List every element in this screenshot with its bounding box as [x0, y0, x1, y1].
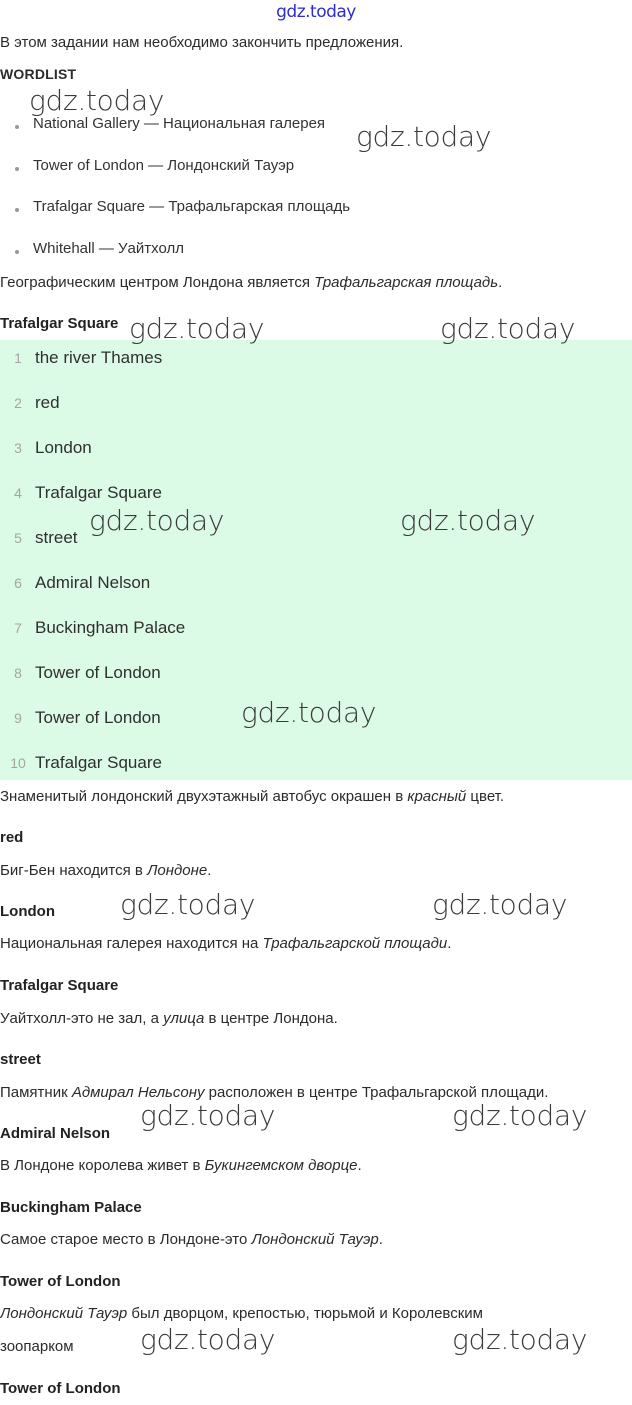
- answer-number: 9: [14, 710, 22, 726]
- watermark: gdz.today: [440, 312, 576, 345]
- question-2: [0, 862, 211, 879]
- watermark: gdz.today: [140, 1323, 276, 1356]
- answer-text: Admiral Nelson: [35, 573, 151, 592]
- answer-3: Trafalgar Square: [0, 977, 119, 994]
- answer-6: Buckingham Palace: [0, 1199, 142, 1216]
- answer-number: 5: [14, 530, 22, 546]
- question-text: В Лондоне королева живет в: [0, 1157, 205, 1174]
- watermark: gdz.today: [356, 120, 492, 153]
- question-text: Знаменитый лондонский двухэтажный автобус окрашен в: [0, 788, 408, 805]
- answer-2: London: [0, 903, 55, 920]
- answer-text: Tower of London: [35, 663, 161, 682]
- answer-number: 6: [14, 575, 22, 591]
- answer-number: 4: [14, 485, 22, 501]
- question-text: Национальная галерея находится на: [0, 935, 263, 952]
- answer-7: Tower of London: [0, 1273, 121, 1290]
- answer-text: Tower of London: [35, 708, 161, 727]
- wordlist-item: Tower of London — Лондонский Тауэр: [14, 157, 350, 199]
- question-highlight: Лондонский Тауэр: [0, 1305, 128, 1322]
- question-0: [0, 274, 502, 291]
- question-text-end: цвет.: [466, 788, 505, 805]
- question-text-end: .: [357, 1157, 362, 1174]
- answer-1: red: [0, 829, 24, 846]
- answer-number: 2: [14, 395, 22, 411]
- question-text-end: .: [207, 862, 212, 879]
- answer-text: red: [35, 393, 60, 412]
- question-7: [0, 1231, 383, 1248]
- question-highlight: Лондоне: [147, 862, 208, 879]
- question-1: [0, 788, 504, 805]
- answer-number: 10: [10, 755, 26, 771]
- watermark: gdz.today: [400, 504, 536, 537]
- answer-number: 7: [14, 620, 22, 636]
- watermark: gdz.today: [140, 1099, 276, 1132]
- question-highlight: Адмирал Нельсону: [71, 1084, 205, 1101]
- watermark: gdz.today: [120, 888, 256, 921]
- question-text-end: .: [378, 1231, 383, 1248]
- answer-number: 1: [14, 350, 22, 366]
- wordlist-item: Whitehall — Уайтхолл: [14, 240, 350, 282]
- answer-text: Trafalgar Square: [35, 753, 162, 772]
- wordlist-item: Trafalgar Square — Трафальгарская площадь: [14, 198, 350, 240]
- question-text: Географическим центром Лондона является: [0, 274, 315, 291]
- question-3: [0, 935, 451, 952]
- question-highlight: Лондонский Тауэр: [251, 1231, 379, 1248]
- question-text-end: .: [498, 274, 503, 291]
- wordlist-item: National Gallery — Национальная галерея: [14, 115, 350, 157]
- answer-0: Trafalgar Square: [0, 315, 119, 332]
- question-text: Самое старое место в Лондоне-это: [0, 1231, 252, 1248]
- question-text-end: в центре Лондона.: [204, 1010, 338, 1027]
- question-highlight: Трафальгарской площади: [262, 935, 448, 952]
- watermark: gdz.today: [452, 1323, 588, 1356]
- question-text-end: расположен в центре Трафальгарской площади.: [204, 1084, 549, 1101]
- watermark: gdz.today: [241, 696, 377, 729]
- watermark: gdz.today: [29, 84, 165, 117]
- answer-text: London: [35, 438, 92, 457]
- answer-8: Tower of London: [0, 1380, 121, 1397]
- wordlist-title: WORDLIST: [0, 66, 77, 82]
- question-8: [0, 1305, 483, 1322]
- watermark: gdz.today: [89, 504, 225, 537]
- question-highlight: красный: [407, 788, 467, 805]
- question-text: Памятник: [0, 1084, 72, 1101]
- answer-number: 8: [14, 665, 22, 681]
- question-highlight: Трафальгарская площадь: [314, 274, 499, 291]
- question-text: Уайтхолл-это не зал, а: [0, 1010, 164, 1027]
- watermark: gdz.today: [129, 312, 265, 345]
- question-text-end: .: [447, 935, 452, 952]
- answer-5: Admiral Nelson: [0, 1125, 111, 1142]
- wordlist: [14, 115, 350, 282]
- answer-4: street: [0, 1051, 41, 1068]
- question-text: Биг-Бен находится в: [0, 862, 148, 879]
- site-logo[interactable]: gdz.today: [276, 2, 356, 22]
- question-8-line2: зоопарком: [0, 1338, 74, 1355]
- answer-text: street: [35, 528, 78, 547]
- question-6: [0, 1157, 362, 1174]
- answer-text: Trafalgar Square: [35, 483, 162, 502]
- answer-text: Buckingham Palace: [35, 618, 186, 637]
- intro-text: В этом задании нам необходимо закончить предложения.: [0, 34, 404, 51]
- watermark: gdz.today: [452, 1099, 588, 1132]
- question-highlight: улица: [163, 1010, 205, 1027]
- watermark: gdz.today: [432, 888, 568, 921]
- question-4: [0, 1010, 338, 1027]
- question-highlight: Букингемском дворце: [204, 1157, 358, 1174]
- question-text-end: был дворцом, крепостью, тюрьмой и Королевским: [127, 1305, 483, 1322]
- answer-number: 3: [14, 440, 22, 456]
- answer-text: the river Thames: [35, 348, 163, 367]
